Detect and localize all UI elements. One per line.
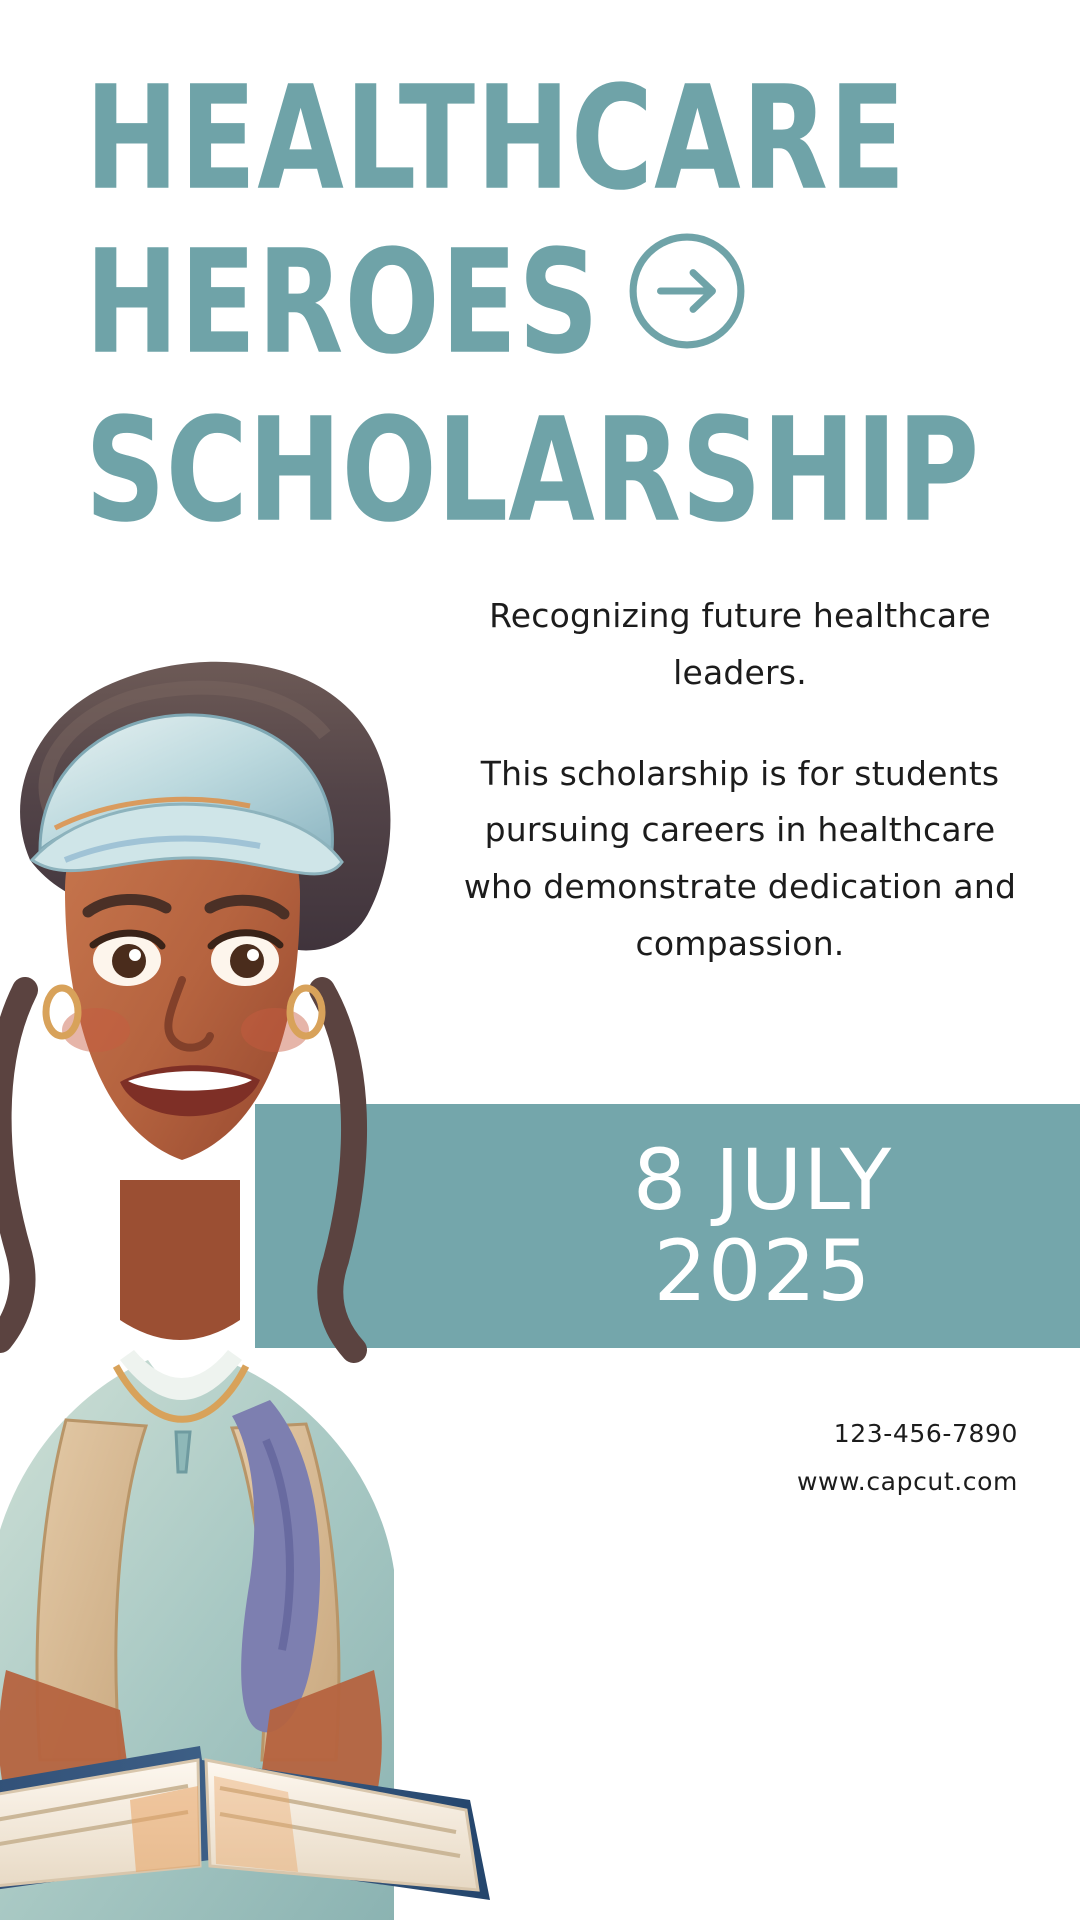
headline-line-2-row xyxy=(85,219,1015,387)
body-paragraph-1: Recognizing future healthcare leaders. xyxy=(489,596,991,692)
contact-website: www.capcut.com xyxy=(796,1466,1018,1496)
contact-info xyxy=(797,1410,1018,1505)
date-line-2: 2025 xyxy=(653,1222,872,1320)
headline-line-2: HEROES xyxy=(85,219,600,387)
date-line-1: 8 JULY xyxy=(632,1131,893,1230)
headline-line-3: SCHOLARSHIP xyxy=(85,387,980,555)
body-paragraph-2: This scholarship is for students pursuing careers in healthcare who demonstrate dedication and compassion. xyxy=(463,753,1017,963)
page-title xyxy=(85,55,1015,555)
arrow-right-circle-icon xyxy=(626,230,748,352)
student-illustration xyxy=(0,560,590,1920)
contact-phone: 123-456-7890 xyxy=(833,1419,1018,1448)
headline-line-1: HEALTHCARE xyxy=(85,55,907,223)
